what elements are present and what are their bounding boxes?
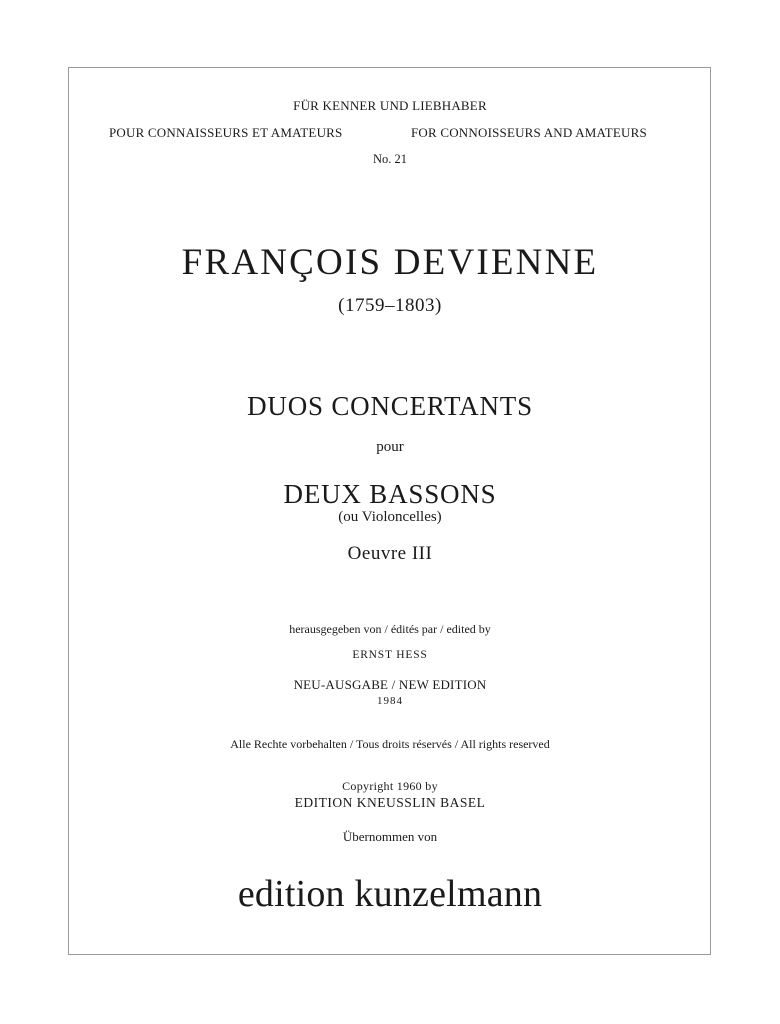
work-for-label: pour [376,439,404,455]
instrumentation: DEUX BASSONS [283,479,497,509]
series-title-english: FOR CONNOISSEURS AND AMATEURS [411,125,647,140]
publisher-name: edition kunzelmann [237,873,543,915]
taken-over-label: Übernommen von [342,829,438,844]
composer-dates: (1759–1803) [338,295,442,316]
opus-number: Oeuvre III [347,543,433,564]
new-edition-label: NEU-AUSGABE / NEW EDITION [293,677,487,692]
edition-year: 1984 [377,695,403,707]
editor-name: ERNST HESS [352,649,428,661]
series-title-french: POUR CONNAISSEURS ET AMATEURS [109,125,343,140]
alternative-instrumentation: (ou Violoncelles) [338,509,442,525]
original-publisher: EDITION KNEUSSLIN BASEL [294,795,486,810]
work-title: DUOS CONCERTANTS [247,391,533,421]
edited-by-label: herausgegeben von / édités par / edited by [289,622,491,636]
rights-notice: Alle Rechte vorbehalten / Tous droits réservés / All rights reserved [230,737,550,751]
composer-name: FRANÇOIS DEVIENNE [181,242,599,283]
copyright-notice: Copyright 1960 by [342,779,438,793]
series-number: No. 21 [372,152,408,166]
series-title-german: FÜR KENNER UND LIEBHABER [293,98,487,113]
